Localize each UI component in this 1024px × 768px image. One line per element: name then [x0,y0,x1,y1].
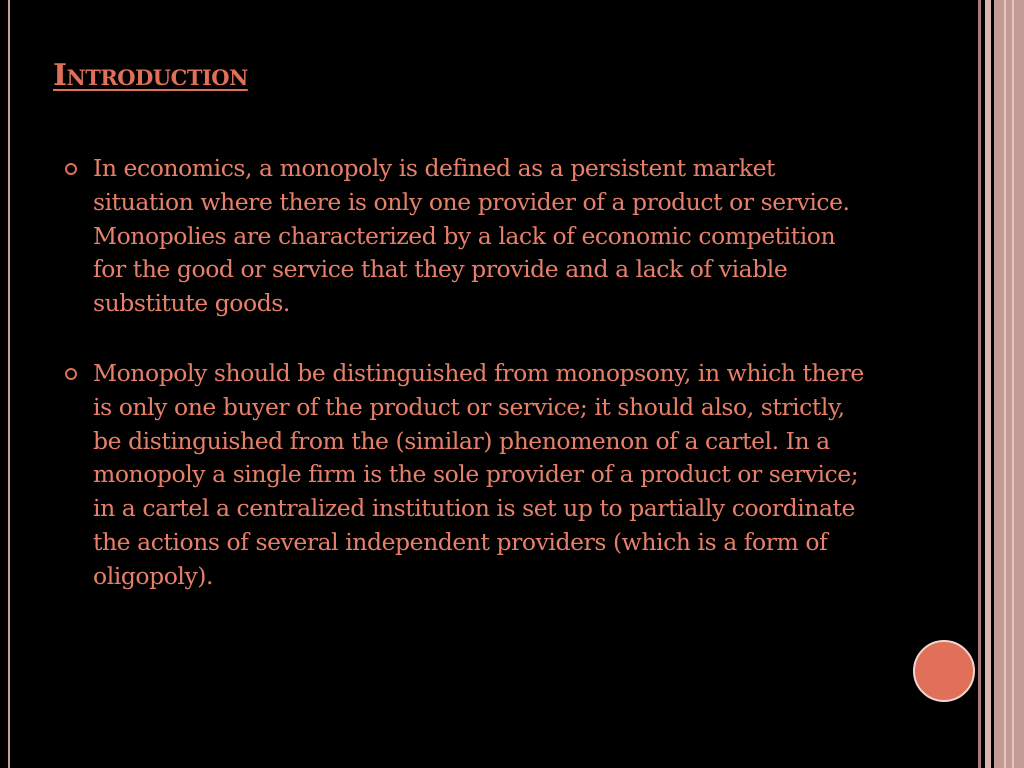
right-stripe [1012,0,1014,768]
right-stripe [1004,0,1006,768]
bullet-circle-icon [65,163,77,175]
bullet-text: In economics, a monopoly is defined as a persistent market situation where there is only one provider of a product or service. Monopolies are characterized by a lack of economic competition for the good or service that they provide and a lack of viable substitute goods. [93,154,850,318]
bullet-circle-icon [65,368,77,380]
left-border-line [8,0,10,768]
right-stripe [994,0,1024,768]
bullet-list [62,152,874,630]
bullet-text: Monopoly should be distinguished from monopsony, in which there is only one buyer of the product or service; it should also, strictly, be distinguished from the (similar) phenomenon of a cartel. In a monopoly a single firm is the sole provider of a product or service; in a cartel a centralized institution is set up to partially coordinate the actions of several independent providers (which is a form of oligopoly). [93,358,864,590]
bullet-item [62,152,874,321]
bullet-item [62,357,874,594]
slide-title: Introduction [53,58,248,93]
decorative-circle [913,640,975,702]
